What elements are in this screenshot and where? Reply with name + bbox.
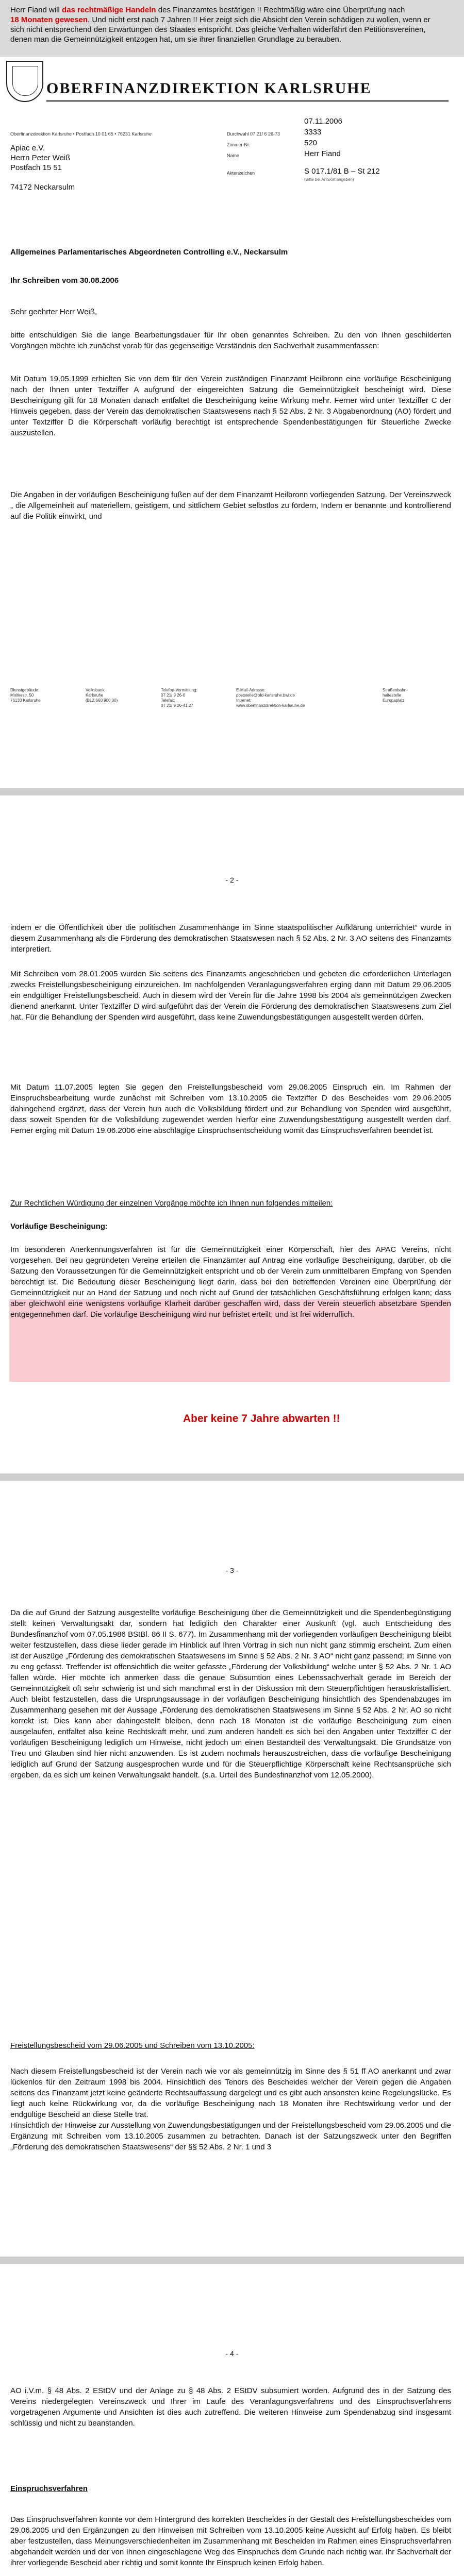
recipient-line: Apiac e.V.: [10, 144, 45, 152]
paragraph: Nach diesem Freistellungsbescheid ist der Verein nach wie vor als gemeinnützig im Sinne des § 51 ff AO anerkannt und zwar lückenlos für den Zeitraum 1998 bis 2004. Hinsichtlich des Tenors des Bescheides welcher der Verein gegen die Angaben seitens des Finanzamt jetzt keine geänderte Rechtsauffassung dargelegt und es gibt auch ansonsten keine Regelungslücke. Es liegt auch keine Rückwirkung vor, da die vorläufige Bescheinigung nach 18 Monaten ihre Rechtswirkung verlor und der endgültige Bescheid an diese Stelle trat. Hinsichtlich der Hinweise zur Ausstellung von Zuwendungsbestätigungen und der Freistellungsbescheid vom 29.06.2005 und die Ergänzung mit Schreiben vom 13.10.2005 zusammen zu betrachten. Danach ist der Satzungszweck unter den Begriffen „Förderung des demokratischen Staatswesens“ der §§ 52 Abs. 2 Nr. 1 und 3: [10, 2067, 451, 2151]
banner-line-2: 18 Monaten gewesen. Und nicht erst nach 7 Jahren !! Hier zeigt sich die Absicht den Verein schädigen zu wollen, wenn er: [10, 15, 430, 24]
banner-line-1: Herr Fiand will das rechtmäßige Handeln des Finanzamtes bestätigen !! Rechtmäßig wäre eine Überprüfung nach: [10, 6, 405, 14]
banner-highlight-2: 18 Monaten gewesen: [10, 15, 88, 24]
paragraph: bitte entschuldigen Sie die lange Bearbeitungsdauer für Ihr oben genanntes Schreiben. Zu den von Ihnen geschilderten Vorgängen möchte ich zunächst vorab für das gegenseitige Verständnis den Sachverhalt zusammenfassen:: [10, 331, 451, 350]
page-number: - 3 -: [225, 1566, 239, 1574]
paragraph: Mit Schreiben vom 28.01.2005 wurden Sie seitens des Finanzamts angeschrieben und gebeten die erforderlichen Unterlagen zwecks Freistellungsbescheinigung einzureichen. Im nachfolgenden Veranlagungsverfahren erging dann mit Datum 29.06.2005 ein endgültiger Freistellungsbescheid. Auch in diesem wird der Verein für die Jahre 1998 bis 2004 als gemeinnützigen Zwecken dienend anerkannt. Unter Textziffer D wird aufgeführt das der Verein die Förderung des demokratischen Staatswesens zum Ziel hat. Für die Behandlung der Spenden wird ausgeführt, dass keine Zuwendungsbestätigungen ausgestellt werden dürfen.: [10, 970, 451, 1022]
phone-extension: 3333: [304, 128, 322, 137]
footer-address: Dienstgebäude: Moltkestr. 50 76133 Karlsruhe: [10, 688, 41, 703]
header-rule: [46, 100, 449, 101]
banner-line-4: denen man die Gemeinnützigkeit entzogen hat, um sie ihrer finanziellen Grundlage zu berauben.: [10, 35, 342, 44]
page-separator: [0, 788, 464, 795]
footer-email: E-Mail-Adresse: poststelle@ofd-karlsruhe.bwl.de Internet: www.oberfinanzdirektion-karlsruhe.de: [236, 688, 305, 708]
recipient-address: [10, 143, 75, 192]
page-separator: [0, 1473, 464, 1481]
section-heading: Vorläufige Bescheinigung:: [10, 1222, 108, 1231]
paragraph: Zur Rechtlichen Würdigung der einzelnen Vorgänge möchte ich Ihnen nun folgendes mitteilen:: [10, 1199, 333, 1208]
file-reference: S 017.1/81 B – St 212: [304, 167, 380, 176]
reference-block: 07.11.2006 Durchwahl 07 21/ 6 26-73 3333 Zimmer-Nr. 520 Name Herr Fiand Aktenzeichen S 017.1/81 B – St 212 (Bitte bei Antwort angeben): [227, 117, 380, 182]
room-number: 520: [304, 139, 318, 147]
banner-highlight-1: das rechtmäßige Handeln: [62, 6, 156, 14]
recipient-line: Herrn Peter Weiß: [10, 154, 71, 162]
footer-transit: Straßenbahn- haltestelle Europaplatz: [383, 688, 408, 703]
authority-title: OBERFINANZDIREKTION KARLSRUHE: [46, 80, 372, 97]
footer-bank: Volksbank Karlsruhe (BLZ 660 900 00): [86, 688, 118, 703]
paragraph: indem er die Öffentlichkeit über die politischen Zusammenhänge im Sinne staatspolitischer Aufklärung unterrichtet“ wurde in diesem Zusammenhang als die Förderung des demokratischen Staatswesen nach § 52 Abs. 2 Nr. 3 AO seitens des Finanzamts interpretiert.: [10, 923, 451, 954]
paragraph: Da die auf Grund der Satzung ausgestellte vorläufige Bescheinigung über die Gemeinnützigkeit und die Spendenbegünstigung stellt keinen Verwaltungsakt dar, sondern hat lediglich den Charakter einer Auskunft (vgl. auch Entscheidung des Bundesfinanzhof vom 07.05.1986 BStBl. 86 II S. 677). Im Zusammenhang mit der vorliegenden vorläufigen Bescheinigung bleibt weiter festzustellen, dass diese lieder gerade im Hinblick auf Ihren Vortrag in sich nun nicht ganz stimmig erscheint. Zum einen ist der Auszüge „Förderung des demokratischen Staatswesens im Sinne § 52 Abs. 2 Nr. 3 AO“ nicht ganz passend; im Sinne von zu eng gefasst. Treffender ist offensichtlich die weiter gefasste „Förderung der Volksbildung“ welche unter § 52 Abs. 2 Nr. 1 AO fallen würde. Hier möchte ich anmerken dass die genaue Subsumtion eines Lebenssachverhalt gerade im Bereich der Gemeinnützigkeit oft sehr schwierig ist und sich manchmal erst in der Diskussion mit dem Steuerpflichtigen herauskristallisiert. Auch bleibt festzustellen, dass die Ursprungsaussage in der vorläufigen Bescheinigung hinsichtlich des Spendenabzuges im Zusammenhang gesehen mit der Aussage „Förderung des demokratischen Staatswesens im Sinne § 52 Abs. 2 Nr. AO so nicht korrekt ist. Dies kann aber dahingestellt bleiben, denn nach 18 Monaten ist die vorläufige Bescheinigung zum einen ausgelaufen, entfaltet also keine Rechtskraft mehr, und zum anderen handelt es sich bei den Angaben unter Textziffer C der vorläufigen Bescheinigung lediglich um Hinweise, nicht jedoch um einen Bestandteil des Verwaltungsakt. Die Grundsätze von Treu und Glauben sind hier nicht anzuwenden. Es ist zudem nochmals herauszustreichen, dass die vorläufige Bescheinigung lediglich auf Grund der Satzung ausgesprochen wurde und für die Steuerpflichtige Körperschaft keine Rechtsansprüche sich ergeben, da es sich um keinen Verwaltungsakt handelt. (s.a. Urteil des Bundesfinanzhof vom 12.05.2000).: [10, 1608, 451, 1780]
recipient-line: [10, 173, 75, 182]
letter-date: 07.11.2006: [304, 117, 342, 126]
footer-phone: Telefon-Vermittlung: 07 21/ 9 26-0 Telefax: 07 21/ 9 26-41 27: [161, 688, 197, 708]
paragraph: Mit Datum 19.05.1999 erhielten Sie von dem für den Verein zuständigen Finanzamt Heilbronn eine vorläufige Bescheinigung nach der Ihnen unter Textziffer A aufgrund der eingereichten Satzung die Gemeinnützigkeit bescheinigt wird. Diese Bescheinigung gilt für 18 Monaten danach entfaltet die Bescheinigung keine Wirkung mehr. Ferner wird unter Textziffer C der Hinweis gegeben, dass der Verein das demokratischen Staatswesens nach § 52 Abs. 2 Nr. 3 Abgabenordnung (AO) fördert und unter Textziffer D die Körperschaft vorläufig berechtigt ist entsprechende Spendenbestätigungen für Steuerliche Zwecke auszustellen.: [10, 375, 451, 437]
paragraph: Im besonderen Anerkennungsverfahren ist für die Gemeinnützigkeit einer Körperschaft, hier des APAC Vereins, nicht vorgesehen. Bei neu gegründeten Vereine erteilen die Finanzämter auf Antrag eine vorläufige Bescheinigung, darüber, ob die Satzung den Voraussetzungen für die Gemeinnützigkeit entspricht und ob der Verein zum unmittelbaren Empfang von Spenden berechtigt ist. Die Bedeutung dieser Bescheinigung liegt darin, dass bei den betreffenden Vereinen eine Überprüfung der Gemeinnützigkeit nur an Hand der Satzung und noch nicht auf Grund der tatsächlichen Geschäftsführung erfolgen kann; dass aber gleichwohl eine wenigstens vorläufige Klarheit darüber geschaffen wird, dass der Verein steuerlich absetzbare Spenden entgegennehmen darf. Die vorläufige Bescheinigung wird nur befristet erteilt; und ist frei widerruflich.: [10, 1245, 451, 1319]
subject-line: Allgemeines Parlamentarisches Abgeordneten Controlling e.V., Neckarsulm: [10, 248, 288, 257]
letterhead-footer: [10, 688, 454, 719]
paragraph: AO i.V.m. § 48 Abs. 2 EStDV und der Anlage zu § 48 Abs. 2 EStDV subsumiert worden. Aufgrund des in der Satzung des Vereins niedergelegten Vereinszweck und Ihrer im Laufe des Veranlagungsverfahrens und des Einspruchsverfahrens vorgetragenen Argumente und Ansichten ist dies auch zutreffend. Die weiteren Hinweise zum Spendenabzug sind insgesamt schlüssig und nicht zu beanstanden.: [10, 2386, 451, 2428]
sender-line: Oberfinanzdirektion Karlsruhe • Postfach 10 01 65 • 76231 Karlsruhe: [10, 131, 152, 137]
annotation-banner: [0, 0, 464, 57]
reference-note: (Bitte bei Antwort angeben): [304, 177, 354, 182]
paragraph: Mit Datum 11.07.2005 legten Sie gegen den Freistellungsbescheid vom 29.06.2005 Einspruch ein. Im Rahmen der Einspruchsbearbeitung wurde zunächst mit Schreiben vom 13.10.2005 die Textziffer D des Bescheides vom 29.06.2005 dahingehend ergänzt, dass der Verein hun auch die Volksbildung fördert und zur Behandlung von Spenden wird ausgeführt, dass soweit Spenden für die Volksbildung zugewendet werden hierfür eine Zuwendungsbestätigung ausgestellt werden darf. Ferner erging mit Datum 19.06.2006 eine abschlägige Einspruchsentscheidung womit das Einspruchsverfahren beendet ist.: [10, 1083, 451, 1135]
page-separator: [0, 2257, 464, 2264]
paragraph: Das Einspruchsverfahren konnte vor dem Hintergrund des korrekten Bescheides in der Gestalt des Freistellungsbescheides vom 29.06.2005 und den Ergänzungen zu den Hinweisen mit Schreiben vom 13.10.2005 keine Aussicht auf Erfolg haben. Es bleibt aber festzustellen, dass Meinungsverschiedenheiten im Zusammenhang mit Bescheiden im Rahmen eines Einspruchsverfahren abgehandelt werden und der von Ihnen eingeschlagene Weg des Einspruches dem Grunde nach richtig war. Ihr Sachverhalt der ihrer vorliegende Bescheid aber richtig und somit konnte Ihr Einspruch keinen Erfolg haben.: [10, 2515, 451, 2567]
reference-subject: Ihr Schreiben vom 30.08.2006: [10, 276, 119, 285]
salutation: Sehr geehrter Herr Weiß,: [10, 308, 97, 316]
annotation-comment: Aber keine 7 Jahre abwarten !!: [183, 1413, 340, 1425]
banner-line-3: sich nicht entsprechend den Erwartungen des Staates entspricht. Das gleiche Verhalten widerfährt den Petitionsvereinen,: [10, 25, 426, 34]
official-name: Herr Fiand: [304, 149, 341, 158]
page-number: - 2 -: [225, 876, 239, 884]
paragraph: Die Angaben in der vorläufigen Bescheinigung fußen auf der dem Finanzamt Heilbronn vorliegenden Satzung. Der Vereinszweck „ die Allgemeinheit auf materiellem, geistigem, und sittlichem Gebiet selbstlos zu fördern, Indem er benannte und kontrollierend auf die Politik einwirkt, und: [10, 490, 451, 521]
coat-of-arms-icon: [6, 61, 43, 102]
section-heading: Einspruchsverfahren: [10, 2484, 88, 2493]
recipient-line: Postfach 15 51: [10, 163, 62, 172]
section-heading: Freistellungsbescheid vom 29.06.2005 und Schreiben vom 13.10.2005:: [10, 2041, 255, 2050]
page-number: - 4 -: [225, 2349, 239, 2358]
recipient-line: 74172 Neckarsulm: [10, 183, 75, 192]
